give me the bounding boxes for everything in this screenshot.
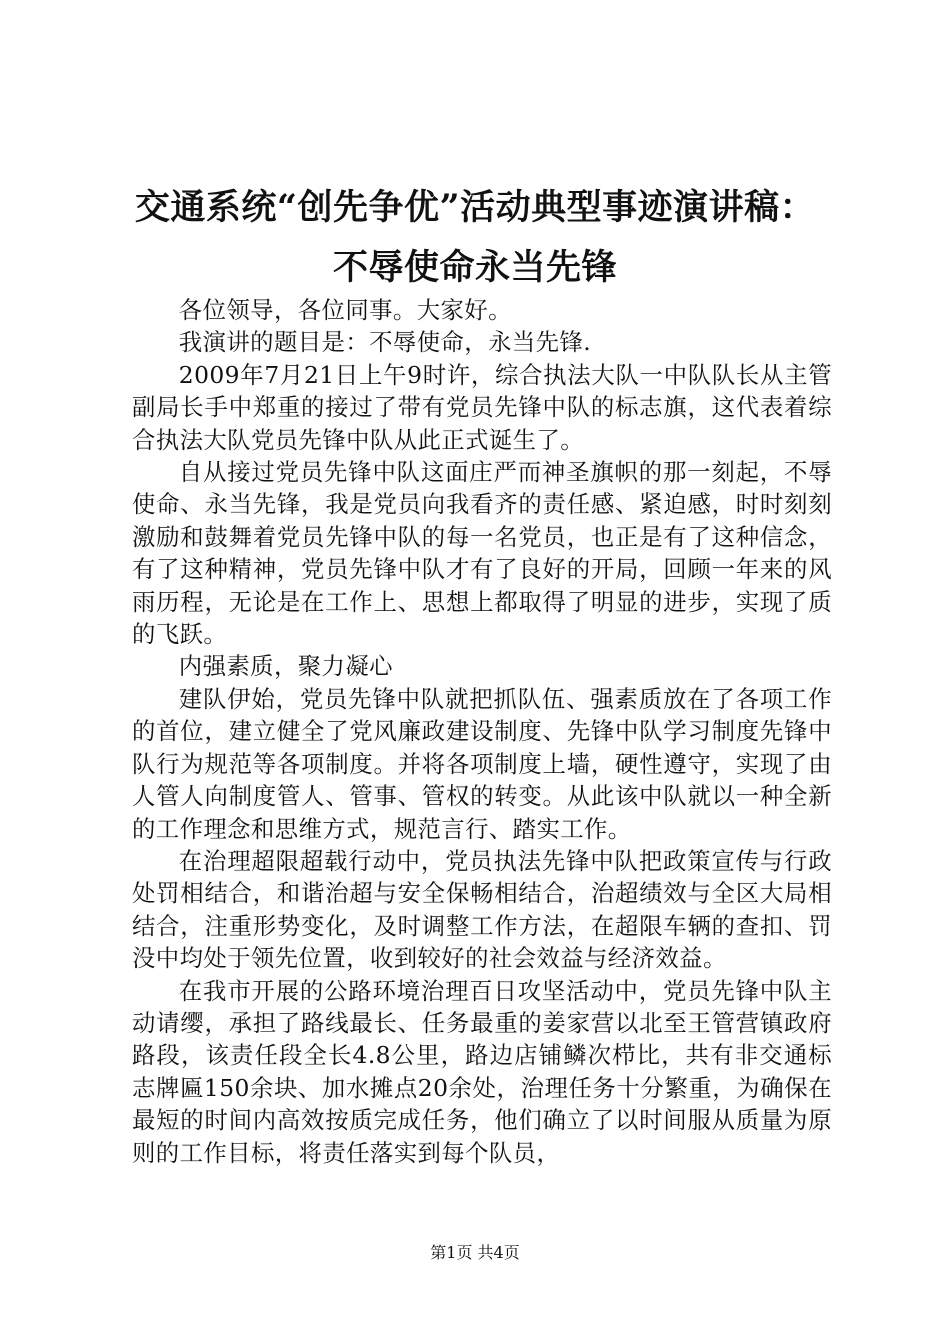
paragraph-founding: 2009年7月21日上午9时许，综合执法大队一中队队长从主管副局长手中郑重的接过了带有党员先锋中队的标志旗，这代表着综合执法大队党员先锋中队从此正式诞生了。 [132, 360, 832, 454]
paragraph-team-building: 建队伊始，党员先锋中队就把抓队伍、强素质放在了各项工作的首位，建立健全了党风廉政建设制度、先锋中队学习制度先锋中队行为规范等各项制度。并将各项制度上墙，硬性遵守，实现了由人管人向制度管人、管事、管权的转变。从此该中队就以一种全新的工作理念和思维方式，规范言行、踏实工作。 [132, 684, 832, 843]
paragraph-overload-control: 在治理超限超载行动中，党员执法先锋中队把政策宣传与行政处罚相结合，和谐治超与安全保畅相结合，治超绩效与全区大局相结合，注重形势变化，及时调整工作方法，在超限车辆的查扣、罚没中均处于领先位置，收到较好的社会效益与经济效益。 [132, 846, 832, 973]
document-title-line-1: 交通系统“创先争优”活动典型事迹演讲稿： [134, 187, 816, 228]
section-heading: 内强素质，聚力凝心 [178, 652, 393, 681]
paragraph-road-environment: 在我市开展的公路环境治理百日攻坚活动中，党员先锋中队主动请缨，承担了路线最长、任务最重的姜家营以北至王管营镇政府路段，该责任段全长4.8公里，路边店铺鳞次栉比，共有非交通标志牌匾150余块、加水摊点20余处，治理任务十分繁重，为确保在最短的时间内高效按质完成任务，他们确立了以时间服从质量为原则的工作目标，将责任落实到每个队员， [132, 976, 832, 1167]
paragraph-greeting: 各位领导，各位同事。大家好。 [178, 296, 512, 324]
document-body [132, 294, 832, 1169]
document-title-line-2: 不辱使命永当先锋 [332, 247, 617, 288]
paragraph-since-flag: 自从接过党员先锋中队这面庄严而神圣旗帜的那一刻起，不辱使命、永当先锋，我是党员向我看齐的责任感、紧迫感，时时刻刻激励和鼓舞着党员先锋中队的每一名党员，也正是有了这种信念，有了这种精神，党员先锋中队才有了良好的开局，回顾一年来的风雨历程，无论是在工作上、思想上都取得了明显的进步，实现了质的飞跃。 [132, 458, 832, 649]
page-number-footer: 第1页 共4页 [430, 1243, 520, 1262]
paragraph-topic: 我演讲的题目是：不辱使命，永当先锋. [178, 328, 592, 357]
